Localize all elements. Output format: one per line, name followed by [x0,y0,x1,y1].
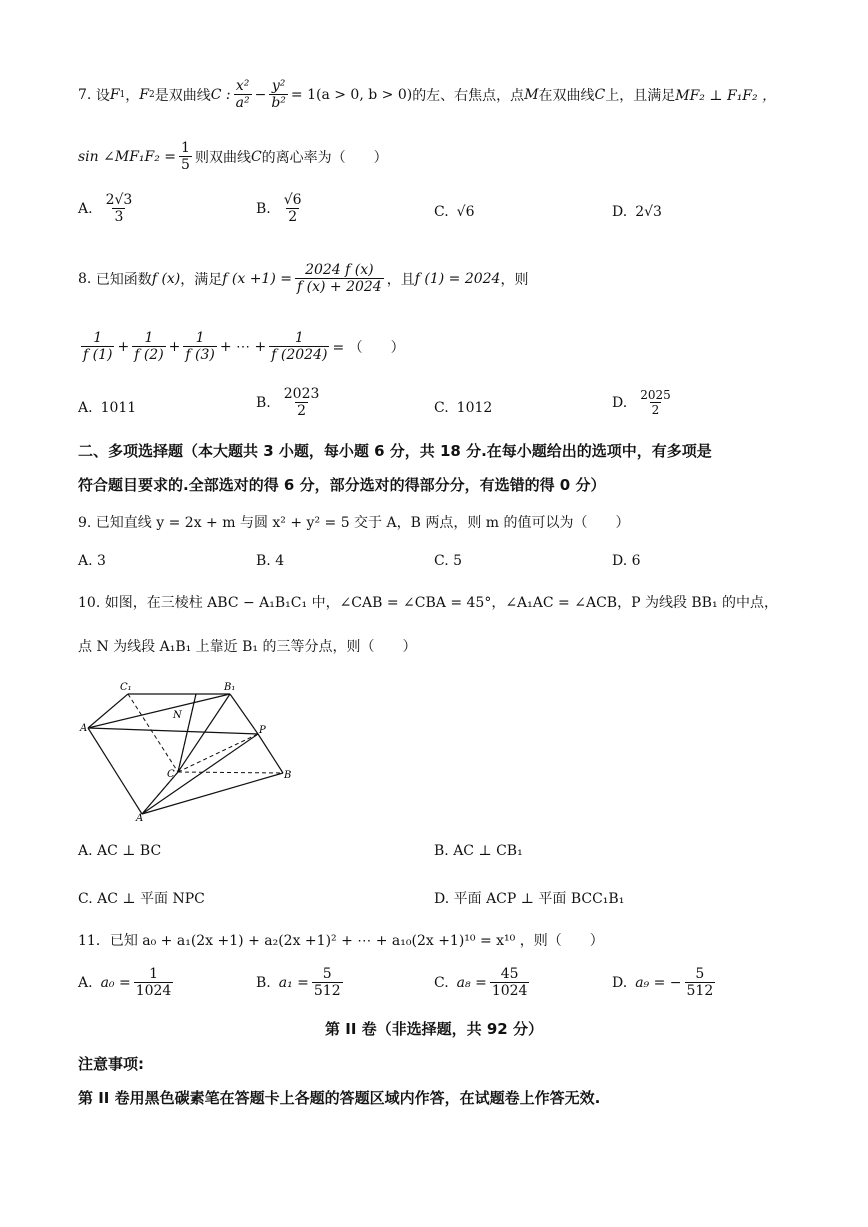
q9-option-b[interactable]: B. 4 [256,553,285,569]
q7-option-d[interactable]: D. 2√3 [612,204,662,220]
q11-stem: 11．已知 a₀ + a₁(2x +1) + a₂(2x +1)² + ⋯ + a₁₀(2x +1)¹⁰ = x¹⁰ ，则（ ） [78,933,604,949]
label-a: A [136,813,144,823]
q8-frac-main: $\frac{2024 f (x)}{f (x) + 2024}$ [297,262,382,295]
q7-stem-line2: sin ∠MF₁F₂ = $\frac{1}{5}$ 则双曲线 C 的离心率为（ ） [78,140,388,173]
section2-title-line1: 二、多项选择题（本大题共 3 小题，每小题 6 分，共 18 分.在每小题给出的选项中，有多项是 [78,442,712,460]
q10-stem-line1: 10. 如图，在三棱柱 ABC − A₁B₁C₁ 中，∠CAB = ∠CBA = 45°，∠A₁AC = ∠ACB，P 为线段 BB₁ 的中点， [78,595,779,611]
q7-option-a[interactable]: A. $\frac{2√3}{3}$ [78,192,133,225]
label-a1: A [80,723,88,734]
q9-stem: 9. 已知直线 y = 2x + m 与圆 x² + y² = 5 交于 A，B 两点，则 m 的值可以为（ ） [78,515,630,531]
q9-option-d[interactable]: D. 6 [612,553,641,569]
label-n: N [173,710,182,721]
q11-option-a[interactable]: A. a₀ = $\frac{1}{1024}$ [78,966,172,999]
q11-option-c[interactable]: C. a₈ = $\frac{45}{1024}$ [434,966,528,999]
q8-stem-line2: $\frac{1}{f (1)}$ + $\frac{1}{f (2)}$ + $\frac{1}{f (3)}$ + ⋯ + $\frac{1}{f (2024)}$ = （ ） [83,330,405,363]
notice-heading: 注意事项: [78,1055,144,1073]
q9-option-a[interactable]: A. 3 [78,553,106,569]
label-c1: C₁ [120,682,132,693]
q8-stem-line1: 8. 已知函数 f (x) ，满足 f (x +1) = $\frac{2024 f (x)}{f (x) + 2024}$ ，且 f (1) = 2024 ，则 [78,262,529,295]
q7-frac-sin: $\frac{1}{5}$ [181,140,190,173]
q11-option-d[interactable]: D. a₉ = − $\frac{5}{512}$ [612,966,714,999]
q10-stem-line2: 点 N 为线段 A₁B₁ 上靠近 B₁ 的三等分点，则（ ） [78,639,417,655]
q8-option-c[interactable]: C. 1012 [434,400,493,416]
q11-option-b[interactable]: B. a₁ = $\frac{5}{512}$ [256,966,341,999]
label-b: B [284,770,292,781]
q8-option-a[interactable]: A. 1011 [78,400,137,416]
q8-option-b[interactable]: B. $\frac{2023}{2}$ [256,386,320,419]
q7-frac-y: $\frac{\text{y²}}{\text{b²}}$ [271,78,286,111]
q9-option-c[interactable]: C. 5 [434,553,463,569]
q8-option-d[interactable]: D. $\frac{2025}{2}$ [612,388,671,417]
q7-frac-x: $\frac{\text{x²}}{\text{a²}}$ [235,78,250,111]
label-b1: B₁ [224,682,236,693]
q10-option-c[interactable]: C. AC ⊥ 平面 NPC [78,891,205,907]
prism-figure [78,678,298,823]
notice-text: 第 II 卷用黑色碳素笔在答题卡上各题的答题区域内作答，在试题卷上作答无效. [78,1089,601,1107]
part2-title: 第 II 卷（非选择题，共 92 分） [325,1020,543,1038]
label-p: P [259,725,266,736]
q10-option-a[interactable]: A. AC ⊥ BC [78,843,162,859]
q10-option-d[interactable]: D. 平面 ACP ⊥ 平面 BCC₁B₁ [434,891,625,907]
section2-title-line2: 符合题目要求的.全部选对的得 6 分，部分选对的得部分分，有选错的得 0 分） [78,476,606,494]
label-c: C [167,769,175,780]
q10-option-b[interactable]: B. AC ⊥ CB₁ [434,843,523,859]
q7-stem-line1: 7. 设 F 1 ， F 2 是双曲线 C : $\frac{\text{x²}}{\text{a²}}$ − $\frac{\text{y²}}{\text{b²}}$ = 1(a > 0, b > 0) 的左、右焦点，点 M 在双曲线 C 上，且满足 MF₂ ⊥ F₁F₂ ， [78,78,777,111]
q7-option-c[interactable]: C. √6 [434,204,475,220]
q7-option-b[interactable]: B. $\frac{√6}{2}$ [256,192,302,225]
